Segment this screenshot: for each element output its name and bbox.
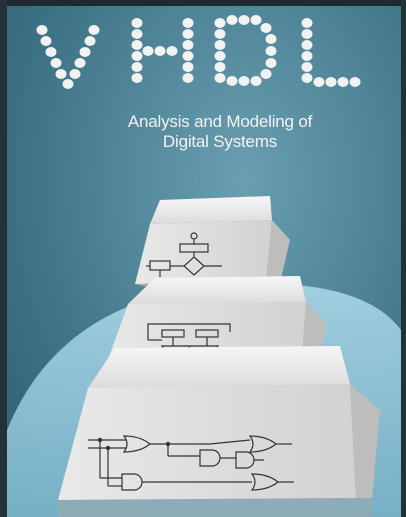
subtitle-line-2: Digital Systems [162, 132, 278, 151]
block-top [135, 196, 290, 287]
block-bottom [58, 346, 380, 500]
bottom-edge-shadow [58, 498, 372, 517]
subtitle-line-1: Analysis and Modeling of [127, 112, 313, 131]
